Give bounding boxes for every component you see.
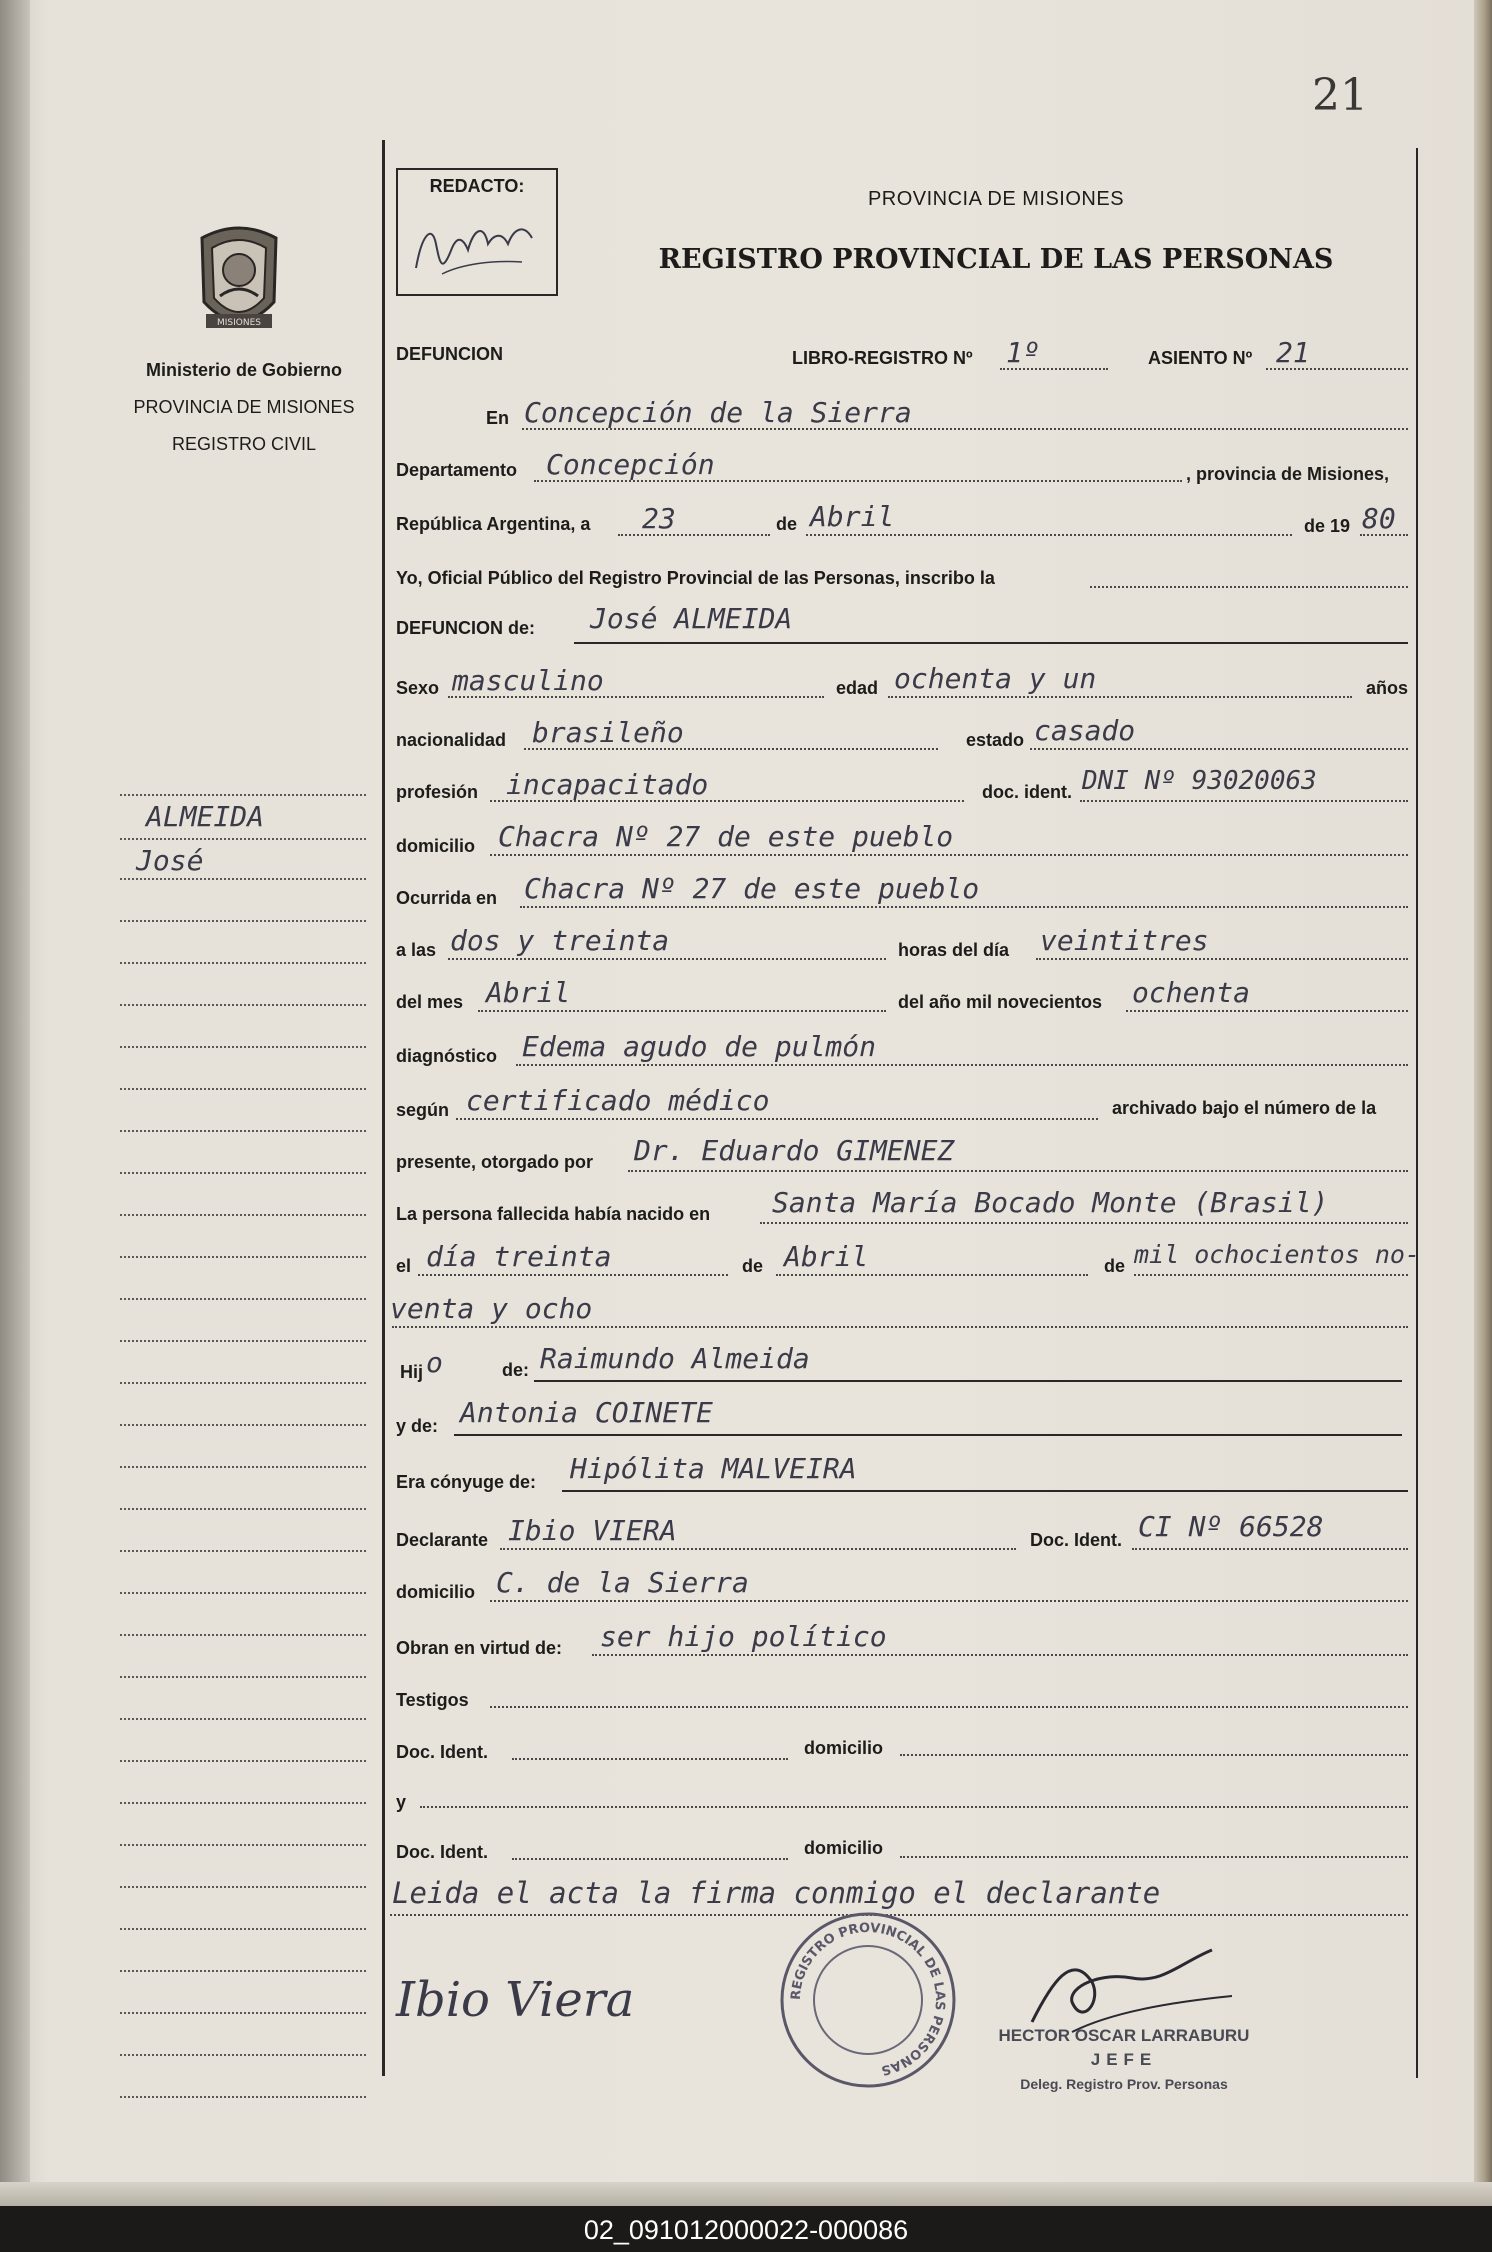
margin-given-name: José: [136, 844, 204, 877]
declarante-doc-line: [1132, 1548, 1408, 1550]
margin-line: [120, 1508, 366, 1510]
margin-line: [120, 838, 366, 840]
padre-line: [534, 1380, 1402, 1382]
dia-texto-line: [1036, 958, 1408, 960]
ocurrida-line: [520, 906, 1408, 908]
defuncion-label: DEFUNCION: [396, 344, 503, 364]
deceased-name: José ALMEIDA: [590, 602, 793, 635]
margin-line: [120, 1550, 366, 1552]
ministry-block: [104, 352, 384, 463]
margin-line: [120, 1382, 366, 1384]
mes-line: [806, 534, 1292, 536]
margin-line: [120, 2012, 366, 2014]
margin-line: [120, 1088, 366, 1090]
margin-line: [120, 1760, 366, 1762]
margin-line: [120, 1802, 366, 1804]
domicilio-value: Chacra Nº 27 de este pueblo: [498, 820, 954, 853]
diagnostico-label: diagnóstico: [396, 1046, 498, 1066]
dia-line: [618, 534, 770, 536]
domicilio-line: [490, 854, 1408, 856]
margin-line: [120, 1592, 366, 1594]
margin-line: [120, 1466, 366, 1468]
mes-texto-value: Abril: [486, 976, 571, 1009]
margin-line: [120, 1424, 366, 1426]
edad-value: ochenta y un: [894, 662, 1097, 695]
certificado-line: [456, 1118, 1098, 1120]
frame-right-line: [1416, 148, 1418, 2078]
anio-value: 80: [1362, 502, 1396, 535]
yo-label: Yo, Oficial Público del Registro Provincial de las Personas, inscribo la: [396, 568, 995, 588]
logo-text: MISIONES: [216, 318, 262, 328]
y-line: [420, 1806, 1408, 1808]
diagnostico-value: Edema agudo de pulmón: [522, 1030, 877, 1063]
dia-texto-value: veintitres: [1040, 924, 1209, 957]
margin-line: [120, 1886, 366, 1888]
doc-ident-label: doc. ident.: [982, 782, 1072, 802]
republica-label: República Argentina, a: [396, 514, 591, 534]
departamento-value: Concepción: [546, 448, 715, 481]
de-anio-label: de 19: [1304, 516, 1351, 536]
asiento-value: 21: [1276, 336, 1310, 369]
header-province: PROVINCIA DE MISIONES: [867, 188, 1125, 210]
declarant-signature: Ibio Viera: [396, 1972, 635, 2028]
domicilio2-label: domicilio: [396, 1582, 476, 1602]
domicilio4-line: [900, 1856, 1408, 1858]
nacimiento-anio-cont-line: [392, 1326, 1408, 1328]
segun-label: según: [396, 1100, 450, 1120]
el-label: el: [396, 1256, 412, 1276]
margin-line: [120, 1214, 366, 1216]
medico-line: [628, 1170, 1408, 1172]
chief-name: HECTOR OSCAR LARRABURU: [998, 2026, 1250, 2045]
hijo-suffix-value: o: [426, 1346, 443, 1379]
presente-label: presente, otorgado por: [396, 1152, 594, 1172]
declarante-line: [500, 1548, 1016, 1550]
lugar-value: Concepción de la Sierra: [524, 396, 912, 429]
ministry-line1: Ministerio de Gobierno: [145, 360, 342, 380]
certificado-value: certificado médico: [466, 1084, 770, 1117]
del-anio-label: del año mil novecientos: [898, 992, 1103, 1012]
doc-ident-value: DNI Nº 93020063: [1082, 766, 1317, 796]
doc-ident2-label: Doc. Ident.: [1030, 1530, 1123, 1550]
margin-line: [120, 1970, 366, 1972]
estado-label: estado: [966, 730, 1025, 750]
margin-line: [120, 1340, 366, 1342]
nacionalidad-label: nacionalidad: [396, 730, 507, 750]
margin-line: [120, 1256, 366, 1258]
doc-ident-line: [1080, 800, 1408, 802]
padre-value: Raimundo Almeida: [540, 1342, 810, 1375]
ministry-line2: PROVINCIA DE MISIONES: [133, 397, 355, 417]
de-mes-label: de: [776, 514, 798, 534]
departamento-label: Departamento: [396, 460, 518, 480]
header-registry: REGISTRO PROVINCIAL DE LAS PERSONAS: [658, 244, 1334, 275]
madre-value: Antonia COINETE: [460, 1396, 713, 1429]
archivado-label: archivado bajo el número de la: [1112, 1098, 1377, 1118]
margin-line: [120, 1298, 366, 1300]
hijo-de-label: de:: [502, 1360, 529, 1380]
obran-line: [592, 1654, 1408, 1656]
margin-line: [120, 2096, 366, 2098]
dia-value: 23: [642, 502, 676, 535]
conyuge-value: Hipólita MALVEIRA: [570, 1452, 857, 1485]
nacido-label: La persona fallecida había nacido en: [396, 1204, 711, 1224]
hora-line: [448, 958, 886, 960]
horas-label: horas del día: [898, 940, 1010, 960]
nombre-line: [574, 642, 1408, 644]
estado-line: [1030, 748, 1408, 750]
testigos-line: [490, 1706, 1408, 1708]
y-label: y: [396, 1792, 407, 1812]
asiento-label: ASIENTO Nº: [1148, 348, 1253, 368]
doc-ident3-label: Doc. Ident.: [396, 1742, 489, 1762]
profesion-label: profesión: [396, 782, 479, 802]
declarante-doc-value: CI Nº 66528: [1138, 1510, 1324, 1543]
ministry-line3: REGISTRO CIVIL: [171, 434, 317, 454]
margin-line: [120, 962, 366, 964]
page-number: 21: [1312, 70, 1368, 121]
declarante-domicilio-value: C. de la Sierra: [496, 1566, 749, 1599]
hijo-prefix-label: Hij: [400, 1362, 424, 1382]
libro-label: LIBRO-REGISTRO Nº: [792, 348, 973, 368]
sexo-label: Sexo: [396, 678, 440, 698]
sexo-value: masculino: [452, 664, 604, 697]
obran-value: ser hijo político: [600, 1620, 887, 1653]
chief-office: Deleg. Registro Prov. Personas: [1020, 2076, 1228, 2092]
nacimiento-dia-value: día treinta: [426, 1240, 612, 1273]
book-spine: [0, 0, 30, 2206]
nacimiento-mes-value: Abril: [784, 1240, 869, 1273]
official-stamp-icon: [776, 1908, 960, 2092]
de3-label: de: [1104, 1256, 1126, 1276]
nacimiento-lugar-line: [760, 1222, 1408, 1224]
margin-line: [120, 1004, 366, 1006]
doc-ident4-label: Doc. Ident.: [396, 1842, 489, 1862]
mes-value: Abril: [810, 500, 895, 533]
margin-line: [120, 2054, 366, 2056]
madre-line: [454, 1434, 1402, 1436]
margin-line: [120, 1928, 366, 1930]
margin-line: [120, 1172, 366, 1174]
doc-ident3-line: [512, 1758, 788, 1760]
margin-line: [120, 1676, 366, 1678]
y-de-label: y de:: [396, 1416, 439, 1436]
conyuge-line: [562, 1490, 1408, 1492]
chief-title: JEFE: [1090, 2050, 1158, 2069]
diagnostico-line: [516, 1064, 1408, 1066]
estado-value: casado: [1034, 714, 1136, 747]
stamp-text: REGISTRO PROVINCIAL DE LAS PERSONAS: [788, 1920, 948, 2078]
scan-id-footer: 02_091012000022-000086: [0, 2208, 1492, 2252]
defuncion-de-label: DEFUNCION de:: [396, 618, 535, 638]
mes-texto-line: [478, 1010, 886, 1012]
nacimiento-anio-line: [1134, 1274, 1408, 1276]
nacimiento-anio-value-2: venta y ocho: [390, 1292, 593, 1325]
cierre-text: Leida el acta la firma conmigo el declarante: [392, 1876, 1161, 1910]
margin-line: [120, 794, 366, 796]
nacimiento-mes-line: [776, 1274, 1088, 1276]
book-cover-edge: [1474, 0, 1492, 2206]
margin-line: [120, 1844, 366, 1846]
chief-block: [954, 2024, 1294, 2096]
margin-line: [120, 1718, 366, 1720]
domicilio3-line: [900, 1754, 1408, 1756]
medico-value: Dr. Eduardo GIMENEZ: [634, 1134, 955, 1167]
margin-surname: ALMEIDA: [146, 800, 265, 833]
margin-line: [120, 920, 366, 922]
ocurrida-label: Ocurrida en: [396, 888, 498, 908]
de2-label: de: [742, 1256, 764, 1276]
domicilio3-label: domicilio: [804, 1738, 884, 1758]
hora-value: dos y treinta: [450, 924, 670, 957]
misiones-coat-of-arms-icon: [184, 218, 294, 340]
margin-line: [120, 1130, 366, 1132]
en-label: En: [486, 408, 510, 428]
anio-texto-value: ochenta: [1132, 976, 1251, 1009]
domicilio-label: domicilio: [396, 836, 476, 856]
declarante-label: Declarante: [396, 1530, 489, 1550]
anios-label: años: [1366, 678, 1409, 698]
redacto-label: REDACTO:: [429, 176, 525, 196]
redacto-signature-icon: [402, 204, 552, 284]
obran-label: Obran en virtud de:: [396, 1638, 563, 1658]
provincia-label: , provincia de Misiones,: [1186, 464, 1390, 484]
nacionalidad-value: brasileño: [532, 716, 684, 749]
margin-line: [120, 878, 366, 880]
nacimiento-lugar-value: Santa María Bocado Monte (Brasil): [772, 1186, 1329, 1219]
ocurrida-value: Chacra Nº 27 de este pueblo: [524, 872, 980, 905]
libro-value: 1º: [1006, 336, 1040, 369]
margin-line: [120, 1046, 366, 1048]
edad-label: edad: [836, 678, 879, 698]
conyuge-label: Era cónyuge de:: [396, 1472, 537, 1492]
yo-line: [1090, 586, 1408, 588]
page-bottom-edge: [0, 2182, 1492, 2206]
profesion-value: incapacitado: [506, 768, 709, 801]
declarante-domicilio-line: [490, 1600, 1408, 1602]
edad-line: [888, 696, 1352, 698]
del-mes-label: del mes: [396, 992, 464, 1012]
nacimiento-anio-value-1: mil ochocientos no-: [1134, 1240, 1420, 1269]
redacto-box: [396, 168, 558, 296]
margin-line: [120, 1634, 366, 1636]
a-las-label: a las: [396, 940, 437, 960]
anio-texto-line: [1126, 1010, 1408, 1012]
nacimiento-dia-line: [418, 1274, 728, 1276]
domicilio4-label: domicilio: [804, 1838, 884, 1858]
doc-ident4-line: [512, 1858, 788, 1860]
declarante-value: Ibio VIERA: [508, 1514, 677, 1547]
testigos-label: Testigos: [396, 1690, 469, 1710]
